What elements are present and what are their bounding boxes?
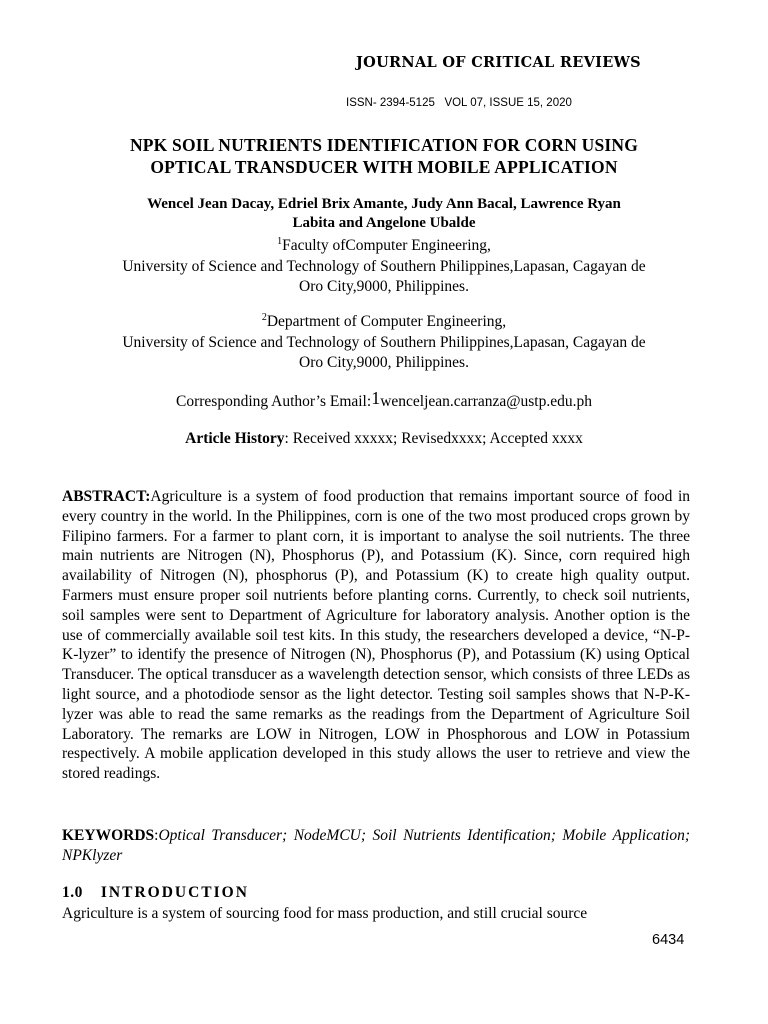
section-number: 1.0 [62, 884, 83, 901]
author-list [60, 195, 708, 233]
affiliation-1-sup: 1 [277, 236, 283, 247]
introduction-first-line: Agriculture is a system of sourcing food for mass production, and still crucial source [62, 905, 588, 922]
affiliation-1-line-2: University of Science and Technology of Southern Philippines,Lapasan, Cagayan de [122, 257, 646, 275]
history-text: : Received xxxxx; Revisedxxxx; Accepted xxxx [284, 430, 583, 447]
article-history [60, 429, 708, 450]
section-title: INTRODUCTION [100, 884, 249, 901]
keywords-text: Optical Transducer; NodeMCU; Soil Nutrients Identification; Mobile Application; NPKlyzer [62, 827, 690, 864]
authors-line-2: Labita and Angelone Ubalde [292, 215, 476, 231]
page-number: 6434 [652, 932, 685, 948]
journal-name: JOURNAL OF CRITICAL REVIEWS [356, 54, 641, 71]
affiliation-1 [60, 232, 708, 298]
title-line-2: OPTICAL TRANSDUCER WITH MOBILE APPLICATION [150, 157, 618, 177]
issn-volume-line: ISSN- 2394-5125 VOL 07, ISSUE 15, 2020 [346, 97, 572, 109]
keywords-label: KEYWORDS [62, 827, 155, 844]
corresponding-author [60, 388, 708, 413]
history-label: Article History [185, 430, 285, 447]
affiliation-2-line-1: Department of Computer Engineering, [266, 313, 507, 330]
affiliation-2-line-3: Oro City,9000, Philippines. [299, 354, 469, 371]
abstract-text: Agriculture is a system of food production that remains important source of food in every country in the world. In the Philippines, corn is one of the two most produced crops grown by Filipino farmers. For a farmer to plant corn, it is important to analyse the soil nutrients. The three main nutrients are Nitrogen (N), Phosphorus (P), and Potassium (K). Since, corn required high availability of Nitrogen (N), phosphorus (P), and Potassium (K) to create high quality output. Farmers must ensure proper soil nutrients before planting corns. Currently, to check soil nutrients, soil samples were sent to Department of Agriculture for laboratory analysis. Another option is the use of commercially available soil test kits. In this study, the researchers developed a device, “N-P-K-lyzer” to identify the presence of Nitrogen (N), Phosphorus (P), and Potassium (K) using Optical Transducer. The optical transducer as a wavelength detection sensor, which consists of three LEDs as light source, and a photodiode sensor as the light detector. Testing soil samples shows that N-P-K-lyzer was able to read the same remarks as the readings from the Department of Agriculture Soil Laboratory. The remarks are LOW in Nitrogen, LOW in Phosphorous and LOW in Potassium respectively. A mobile application developed in this study allows the user to retrieve and view the stored readings. [62, 488, 690, 783]
affiliation-2 [60, 308, 708, 374]
title-line-1: NPK SOIL NUTRIENTS IDENTIFICATION FOR CORN USING [129, 135, 639, 155]
paper-title [60, 134, 708, 178]
abstract-label: ABSTRACT: [62, 488, 151, 505]
affiliation-1-line-1: Faculty ofComputer Engineering, [282, 237, 491, 254]
abstract [62, 487, 690, 784]
section-heading-introduction [62, 884, 249, 902]
corresponding-email[interactable]: wenceljean.carranza@ustp.edu.ph [380, 393, 592, 410]
affiliation-2-sup: 2 [261, 312, 267, 323]
affiliation-2-line-2: University of Science and Technology of Southern Philippines,Lapasan, Cagayan de [122, 333, 646, 351]
affiliation-1-line-3: Oro City,9000, Philippines. [299, 278, 469, 295]
corresponding-sup: 1 [371, 388, 381, 408]
authors-line-1: Wencel Jean Dacay, Edriel Brix Amante, Judy Ann Bacal, Lawrence Ryan [147, 196, 621, 212]
keywords [62, 826, 690, 866]
corresponding-label: Corresponding Author’s Email: [176, 393, 372, 410]
keywords-colon: : [154, 827, 159, 844]
